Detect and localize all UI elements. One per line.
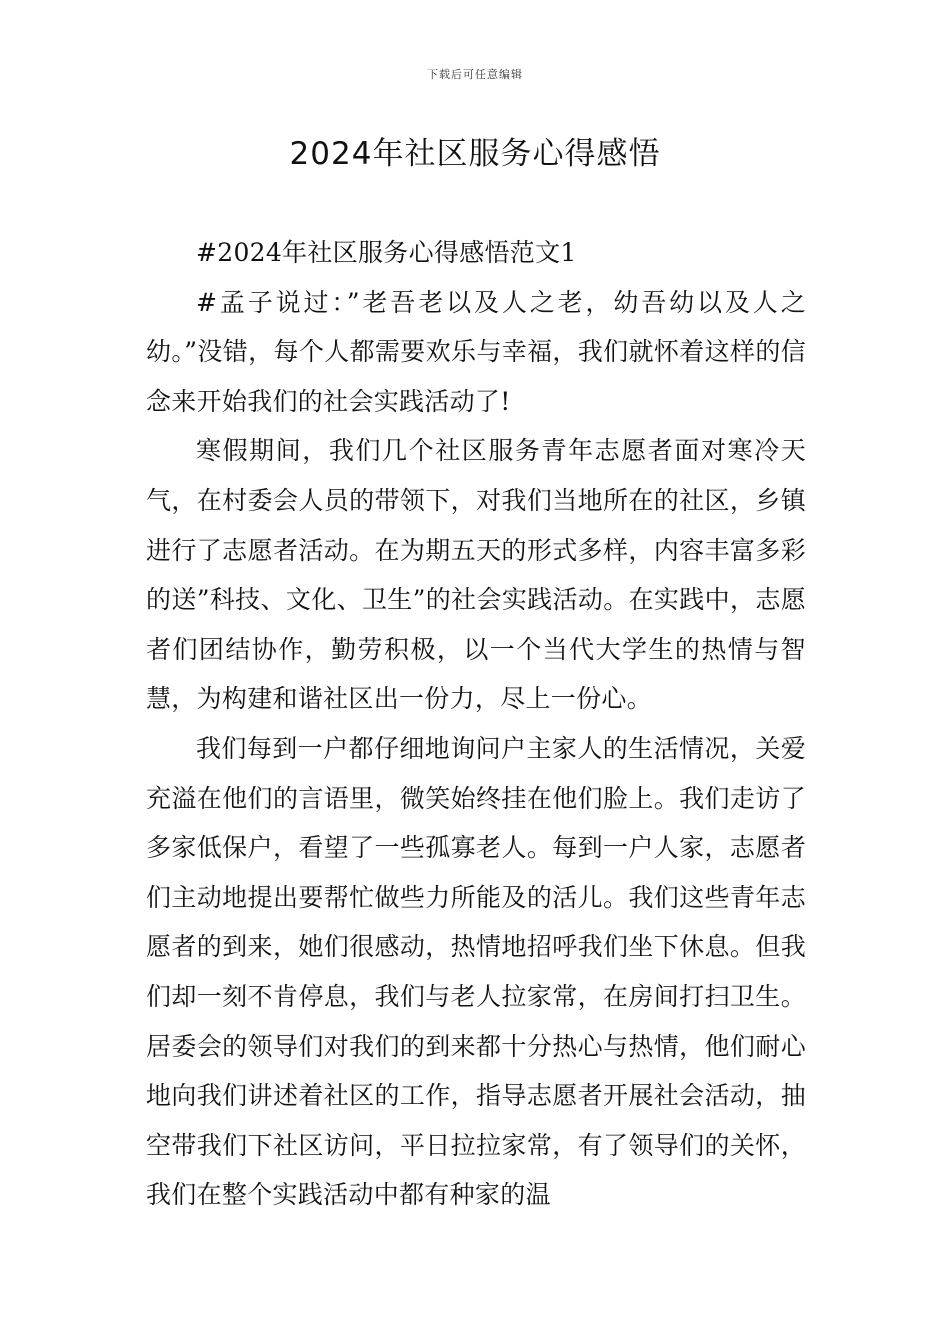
paragraph-2: 寒假期间，我们几个社区服务青年志愿者面对寒冷天气，在村委会人员的带领下，对我们当地所在的社区，乡镇进行了志愿者活动。在为期五天的形式多样，内容丰富多彩的送”科技、文化、卫生”的社会实践活动。在实践中，志愿者们团结协作，勤劳积极，以一个当代大学生的热情与智慧，为构建和谐社区出一份力，尽上一份心。 [146,436,806,714]
header-note: 下载后可任意编辑 [427,68,523,81]
document-body [146,228,806,1220]
paragraph-subtitle: #2024年社区服务心得感悟范文1 [196,238,577,267]
paragraph-3: 我们每到一户都仔细地询问户主家人的生活情况，关爱充溢在他们的言语里，微笑始终挂在他们脸上。我们走访了多家低保户，看望了一些孤寡老人。每到一户人家，志愿者们主动地提出要帮忙做些力所能及的活儿。我们这些青年志愿者的到来，她们很感动，热情地招呼我们坐下休息。但我们却一刻不肯停息，我们与老人拉家常，在房间打扫卫生。居委会的领导们对我们的到来都十分热心与热情，他们耐心地向我们讲述着社区的工作，指导志愿者开展社会活动，抽空带我们下社区访问，平日拉拉家常，有了领导们的关怀，我们在整个实践活动中都有种家的温 [146,733,806,1210]
document-title: 2024年社区服务心得感悟 [289,136,661,172]
paragraph-1: #孟子说过：”老吾老以及人之老，幼吾幼以及人之幼。”没错，每个人都需要欢乐与幸福，我们就怀着这样的信念来开始我们的社会实践活动了! [146,287,806,416]
